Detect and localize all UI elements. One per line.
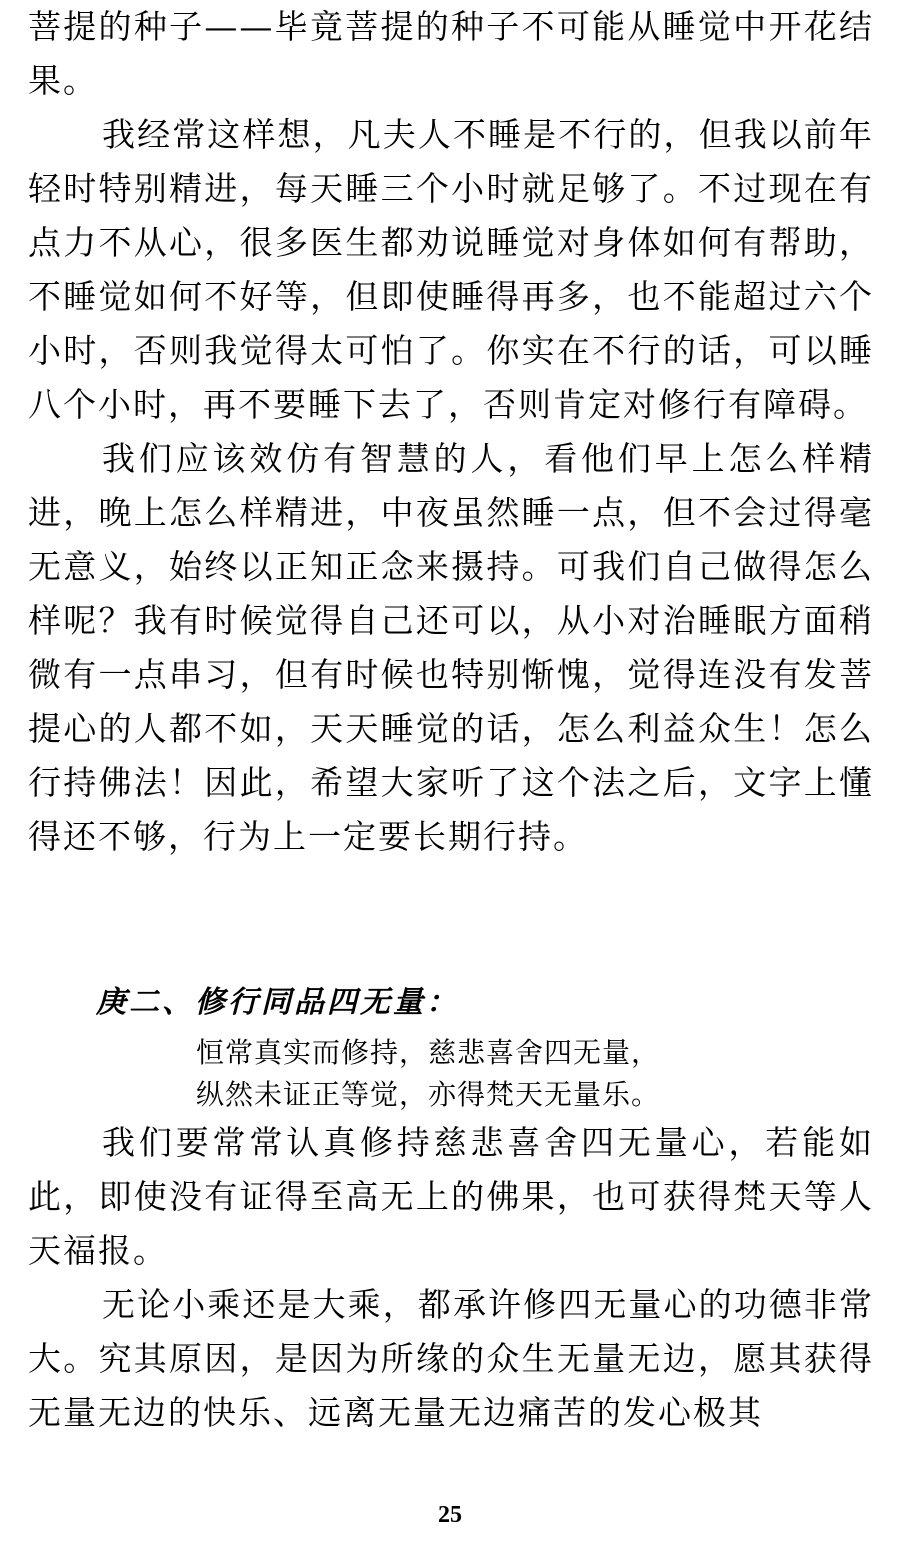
paragraph: 我经常这样想，凡夫人不睡是不行的，但我以前年轻时特别精进，每天睡三个小时就足够了。不过现在有点力不从心，很多医生都劝说睡觉对身体如何有帮助，不睡觉如何不好等，但即使睡得再多，也不能超过六个小时，否则我觉得太可怕了。你实在不行的话，可以睡八个小时，再不要睡下去了，否则肯定对修行有障碍。	[28, 115, 874, 424]
paragraph: 菩提的种子——毕竟菩提的种子不可能从睡觉中开花结果。	[28, 7, 874, 100]
section-heading: 庚二、修行同品四无量：	[96, 985, 459, 1020]
paragraph: 我们应该效仿有智慧的人，看他们早上怎么样精进，晚上怎么样精进，中夜虽然睡一点，但不会过得毫无意义，始终以正知正念来摄持。可我们自己做得怎么样呢？我有时候觉得自己还可以，从小对治睡眠方面稍微有一点串习，但有时候也特别惭愧，觉得连没有发菩提心的人都不如，天天睡觉的话，怎么利益众生！怎么行持佛法！因此，希望大家听了这个法之后，文字上懂得还不够，行为上一定要长期行持。	[28, 439, 874, 856]
paragraph: 我们要常常认真修持慈悲喜舍四无量心，若能如此，即使没有证得至高无上的佛果，也可获得梵天等人天福报。	[28, 1123, 874, 1270]
verse-line: 恒常真实而修持，慈悲喜舍四无量，	[196, 1036, 661, 1069]
verse-block	[196, 1032, 660, 1116]
paragraph: 无论小乘还是大乘，都承许修四无量心的功德非常大。究其原因，是因为所缘的众生无量无边，愿其获得无量无边的快乐、远离无量无边痛苦的发心极其	[28, 1285, 874, 1432]
body-text-bottom	[28, 1116, 874, 1440]
body-text-top	[28, 0, 874, 864]
page-number: 25	[438, 1502, 462, 1528]
verse-line: 纵然未证正等觉，亦得梵天无量乐。	[196, 1078, 661, 1111]
